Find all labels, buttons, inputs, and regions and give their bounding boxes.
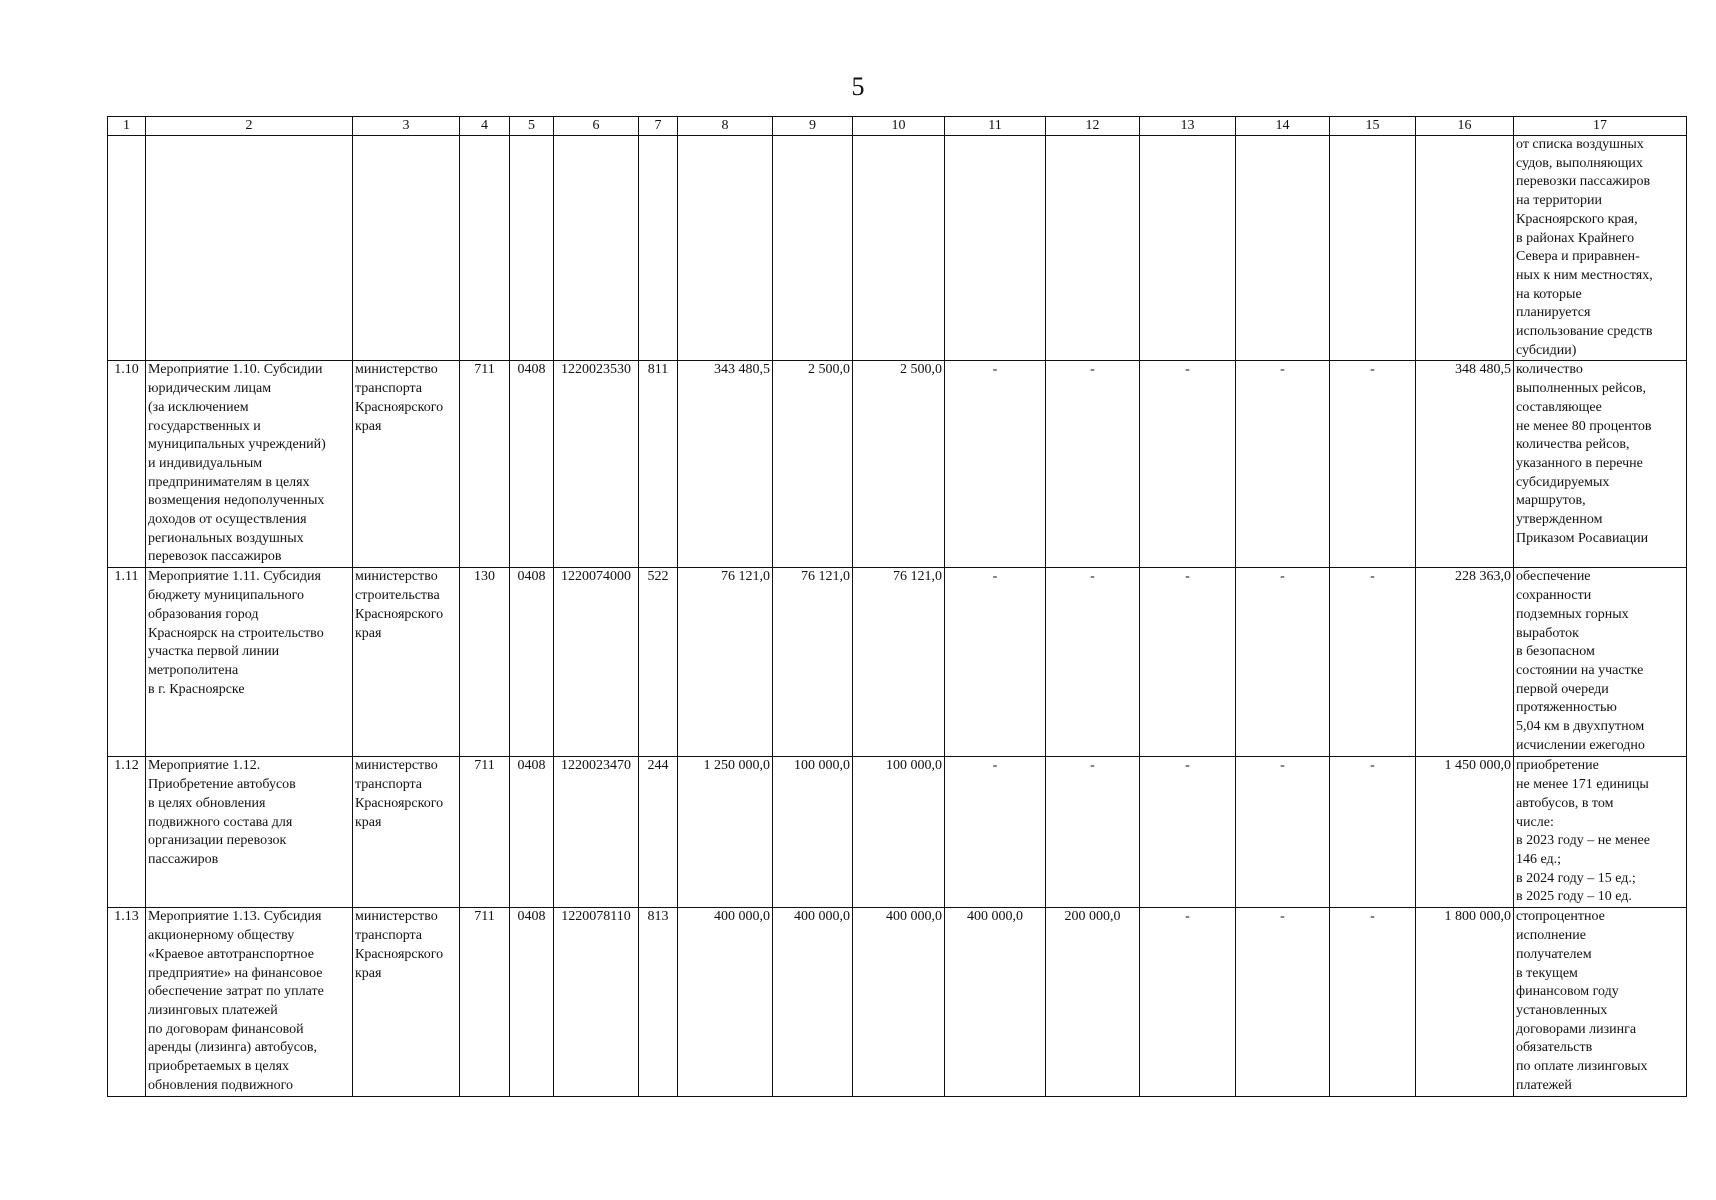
cell-line: министерство (355, 909, 438, 925)
column-number-5: 5 (510, 117, 554, 136)
cell-line: выполненных рейсов, (1516, 381, 1646, 397)
section-code: 0408 (510, 361, 554, 568)
column-number-17: 17 (1514, 117, 1687, 136)
cell-line: платежей (1516, 1077, 1572, 1093)
cell-line: в текущем (1516, 965, 1578, 981)
section-code: 0408 (510, 757, 554, 908)
cell-line: Мероприятие 1.11. Субсидия (148, 569, 321, 585)
column-number-11: 11 (945, 117, 1046, 136)
amount-col-13: - (1140, 568, 1236, 757)
amount-col-11 (945, 136, 1046, 361)
cell-line: субсидии) (1516, 342, 1577, 358)
cell-line: по договорам финансовой (148, 1021, 304, 1037)
cell-line: выработок (1516, 625, 1579, 641)
section-code: 0408 (510, 568, 554, 757)
cell-line: не менее 171 единицы (1516, 777, 1649, 793)
cell-line: финансовом году (1516, 984, 1619, 1000)
table-row (108, 757, 1687, 908)
column-number-16: 16 (1416, 117, 1514, 136)
amount-col-8 (678, 136, 773, 361)
cell-line: (за исключением (148, 399, 249, 415)
grbs-code: 711 (460, 757, 510, 908)
cell-line: Красноярского (355, 795, 444, 811)
table-row (108, 568, 1687, 757)
activity-description (146, 908, 353, 1097)
amount-col-15: - (1330, 908, 1416, 1097)
cell-line: получателем (1516, 946, 1592, 962)
cell-line: в 2025 году – 10 ед. (1516, 889, 1632, 905)
amount-col-13: - (1140, 361, 1236, 568)
activities-table (107, 116, 1687, 1097)
section-code (510, 136, 554, 361)
amount-col-10: 2 500,0 (853, 361, 945, 568)
cell-line: лизинговых платежей (148, 1002, 278, 1018)
column-number-14: 14 (1236, 117, 1330, 136)
cell-line: от списка воздушных (1516, 137, 1644, 152)
cell-line: в 2024 году – 15 ед.; (1516, 870, 1636, 886)
activity-description (146, 136, 353, 361)
table-row (108, 136, 1687, 361)
cell-line: и индивидуальным (148, 455, 263, 471)
activity-description (146, 361, 353, 568)
cell-line: планируется (1516, 305, 1591, 321)
cell-line: автобусов, в том (1516, 795, 1614, 811)
cell-line: перевозки пассажиров (1516, 174, 1651, 190)
cell-line: в районах Крайнего (1516, 230, 1635, 246)
table-row (108, 361, 1687, 568)
cell-line: транспорта (355, 928, 423, 944)
cell-line: предпринимателям в целях (148, 474, 310, 490)
responsible-body (353, 361, 460, 568)
cell-line: края (355, 965, 382, 981)
cell-line: Красноярского (355, 946, 444, 962)
cell-line: транспорта (355, 777, 423, 793)
column-number-3: 3 (353, 117, 460, 136)
cell-line: региональных воздушных (148, 530, 304, 546)
amount-col-11: - (945, 361, 1046, 568)
amount-col-12: 200 000,0 (1046, 908, 1140, 1097)
amount-col-15: - (1330, 757, 1416, 908)
cell-line: исчислении ежегодно (1516, 737, 1645, 753)
cell-line: Красноярск на строительство (148, 625, 324, 641)
cell-line: исполнение (1516, 928, 1586, 944)
amount-col-14 (1236, 136, 1330, 361)
amount-col-8: 400 000,0 (678, 908, 773, 1097)
column-number-1: 1 (108, 117, 146, 136)
expected-result (1514, 136, 1687, 361)
expected-result (1514, 361, 1687, 568)
cell-line: муниципальных учреждений) (148, 437, 326, 453)
page-number: 5 (851, 72, 865, 101)
amount-col-10: 100 000,0 (853, 757, 945, 908)
cell-line: в г. Красноярске (148, 681, 245, 697)
responsible-body (353, 908, 460, 1097)
cell-line: аренды (лизинга) автобусов, (148, 1040, 318, 1056)
grbs-code: 711 (460, 361, 510, 568)
column-number-7: 7 (639, 117, 678, 136)
expense-type-code: 811 (639, 361, 678, 568)
expense-type-code: 813 (639, 908, 678, 1097)
amount-col-8: 1 250 000,0 (678, 757, 773, 908)
cell-line: министерство (355, 362, 438, 378)
amount-col-14: - (1236, 361, 1330, 568)
cell-line: организации перевозок (148, 833, 287, 849)
cell-line: составляющее (1516, 399, 1602, 415)
cell-line: обновления подвижного (148, 1077, 294, 1093)
amount-col-9: 76 121,0 (773, 568, 853, 757)
cell-line: предприятие» на финансовое (148, 965, 323, 981)
cell-line: бюджету муниципального (148, 588, 305, 604)
amount-col-13 (1140, 136, 1236, 361)
amount-col-12: - (1046, 568, 1140, 757)
amount-col-10: 400 000,0 (853, 908, 945, 1097)
cell-line: края (355, 625, 382, 641)
cell-line: подвижного состава для (148, 814, 293, 830)
total-amount: 348 480,5 (1416, 361, 1514, 568)
cell-line: стопроцентное (1516, 909, 1605, 925)
cell-line: пассажиров (148, 851, 219, 867)
amount-col-10 (853, 136, 945, 361)
target-item-code: 1220023530 (554, 361, 639, 568)
cell-line: обязательств (1516, 1040, 1593, 1056)
total-amount (1416, 136, 1514, 361)
item-number: 1.10 (108, 361, 146, 568)
cell-line: доходов от осуществления (148, 512, 307, 528)
amount-col-13: - (1140, 908, 1236, 1097)
amount-col-12: - (1046, 361, 1140, 568)
cell-line: протяженностью (1516, 700, 1617, 716)
amount-col-8: 76 121,0 (678, 568, 773, 757)
total-amount: 228 363,0 (1416, 568, 1514, 757)
cell-line: Приобретение автобусов (148, 777, 296, 793)
cell-line: края (355, 814, 382, 830)
activity-description (146, 568, 353, 757)
cell-line: строительства (355, 588, 440, 604)
amount-col-13: - (1140, 757, 1236, 908)
expected-result (1514, 908, 1687, 1097)
cell-line: сохранности (1516, 588, 1592, 604)
cell-line: субсидируемых (1516, 474, 1610, 490)
target-item-code: 1220078110 (554, 908, 639, 1097)
cell-line: судов, выполняющих (1516, 155, 1643, 171)
amount-col-11: - (945, 568, 1046, 757)
column-number-12: 12 (1046, 117, 1140, 136)
cell-line: обеспечение затрат по уплате (148, 984, 324, 1000)
total-amount: 1 450 000,0 (1416, 757, 1514, 908)
amount-col-15: - (1330, 568, 1416, 757)
amount-col-15: - (1330, 361, 1416, 568)
cell-line: в 2023 году – не менее (1516, 833, 1650, 849)
total-amount: 1 800 000,0 (1416, 908, 1514, 1097)
cell-line: участка первой линии (148, 644, 280, 660)
cell-line: акционерному обществу (148, 928, 295, 944)
cell-line: количества рейсов, (1516, 437, 1630, 453)
amount-col-11: 400 000,0 (945, 908, 1046, 1097)
column-number-8: 8 (678, 117, 773, 136)
cell-line: не менее 80 процентов (1516, 418, 1652, 434)
cell-line: перевозок пассажиров (148, 549, 282, 565)
amount-col-12 (1046, 136, 1140, 361)
cell-line: приобретение (1516, 758, 1599, 774)
amount-col-8: 343 480,5 (678, 361, 773, 568)
cell-line: подземных горных (1516, 606, 1629, 622)
cell-line: приобретаемых в целях (148, 1059, 290, 1075)
cell-line: первой очереди (1516, 681, 1609, 697)
amount-col-15 (1330, 136, 1416, 361)
cell-line: Красноярского края, (1516, 211, 1638, 227)
grbs-code: 130 (460, 568, 510, 757)
target-item-code (554, 136, 639, 361)
table-row (108, 908, 1687, 1097)
cell-line: Красноярского (355, 606, 444, 622)
cell-line: 146 ед.; (1516, 851, 1562, 867)
amount-col-12: - (1046, 757, 1140, 908)
activity-description (146, 757, 353, 908)
item-number (108, 136, 146, 361)
item-number: 1.12 (108, 757, 146, 908)
cell-line: ных к ним местностях, (1516, 267, 1653, 283)
cell-line: договорами лизинга (1516, 1021, 1637, 1037)
cell-line: утвержденном (1516, 512, 1603, 528)
grbs-code: 711 (460, 908, 510, 1097)
cell-line: Красноярского (355, 399, 444, 415)
cell-line: состоянии на участке (1516, 662, 1644, 678)
cell-line: указанного в перечне (1516, 455, 1643, 471)
cell-line: 5,04 км в двухпутном (1516, 719, 1645, 735)
amount-col-14: - (1236, 757, 1330, 908)
item-number: 1.11 (108, 568, 146, 757)
amount-col-11: - (945, 757, 1046, 908)
cell-line: на территории (1516, 193, 1602, 209)
cell-line: Мероприятие 1.10. Субсидии (148, 362, 323, 378)
cell-line: государственных и (148, 418, 261, 434)
expense-type-code (639, 136, 678, 361)
column-number-6: 6 (554, 117, 639, 136)
expected-result (1514, 568, 1687, 757)
cell-line: установленных (1516, 1002, 1608, 1018)
cell-line: «Краевое автотранспортное (148, 946, 314, 962)
target-item-code: 1220023470 (554, 757, 639, 908)
expense-type-code: 244 (639, 757, 678, 908)
cell-line: в целях обновления (148, 795, 266, 811)
target-item-code: 1220074000 (554, 568, 639, 757)
column-number-15: 15 (1330, 117, 1416, 136)
cell-line: возмещения недополученных (148, 493, 325, 509)
amount-col-9: 400 000,0 (773, 908, 853, 1097)
amount-col-9 (773, 136, 853, 361)
cell-line: маршрутов, (1516, 493, 1586, 509)
amount-col-9: 2 500,0 (773, 361, 853, 568)
cell-line: юридическим лицам (148, 381, 272, 397)
column-number-9: 9 (773, 117, 853, 136)
cell-line: Приказом Росавиации (1516, 530, 1649, 546)
amount-col-14: - (1236, 568, 1330, 757)
item-number: 1.13 (108, 908, 146, 1097)
cell-line: образования город (148, 606, 259, 622)
column-number-4: 4 (460, 117, 510, 136)
cell-line: Мероприятие 1.13. Субсидия (148, 909, 322, 925)
responsible-body (353, 757, 460, 908)
section-code: 0408 (510, 908, 554, 1097)
cell-line: на которые (1516, 286, 1582, 302)
cell-line: числе: (1516, 814, 1554, 830)
cell-line: по оплате лизинговых (1516, 1059, 1648, 1075)
cell-line: в безопасном (1516, 644, 1595, 660)
grbs-code (460, 136, 510, 361)
cell-line: метрополитена (148, 662, 239, 678)
column-number-row (108, 117, 1687, 136)
cell-line: использование средств (1516, 324, 1653, 340)
column-number-10: 10 (853, 117, 945, 136)
amount-col-10: 76 121,0 (853, 568, 945, 757)
cell-line: Севера и приравнен- (1516, 249, 1640, 265)
amount-col-9: 100 000,0 (773, 757, 853, 908)
column-number-13: 13 (1140, 117, 1236, 136)
cell-line: транспорта (355, 381, 423, 397)
amount-col-14: - (1236, 908, 1330, 1097)
cell-line: количество (1516, 362, 1583, 378)
responsible-body (353, 136, 460, 361)
cell-line: обеспечение (1516, 569, 1591, 585)
cell-line: министерство (355, 758, 438, 774)
column-number-2: 2 (146, 117, 353, 136)
expected-result (1514, 757, 1687, 908)
cell-line: края (355, 418, 382, 434)
responsible-body (353, 568, 460, 757)
cell-line: министерство (355, 569, 438, 585)
expense-type-code: 522 (639, 568, 678, 757)
cell-line: Мероприятие 1.12. (148, 758, 261, 774)
